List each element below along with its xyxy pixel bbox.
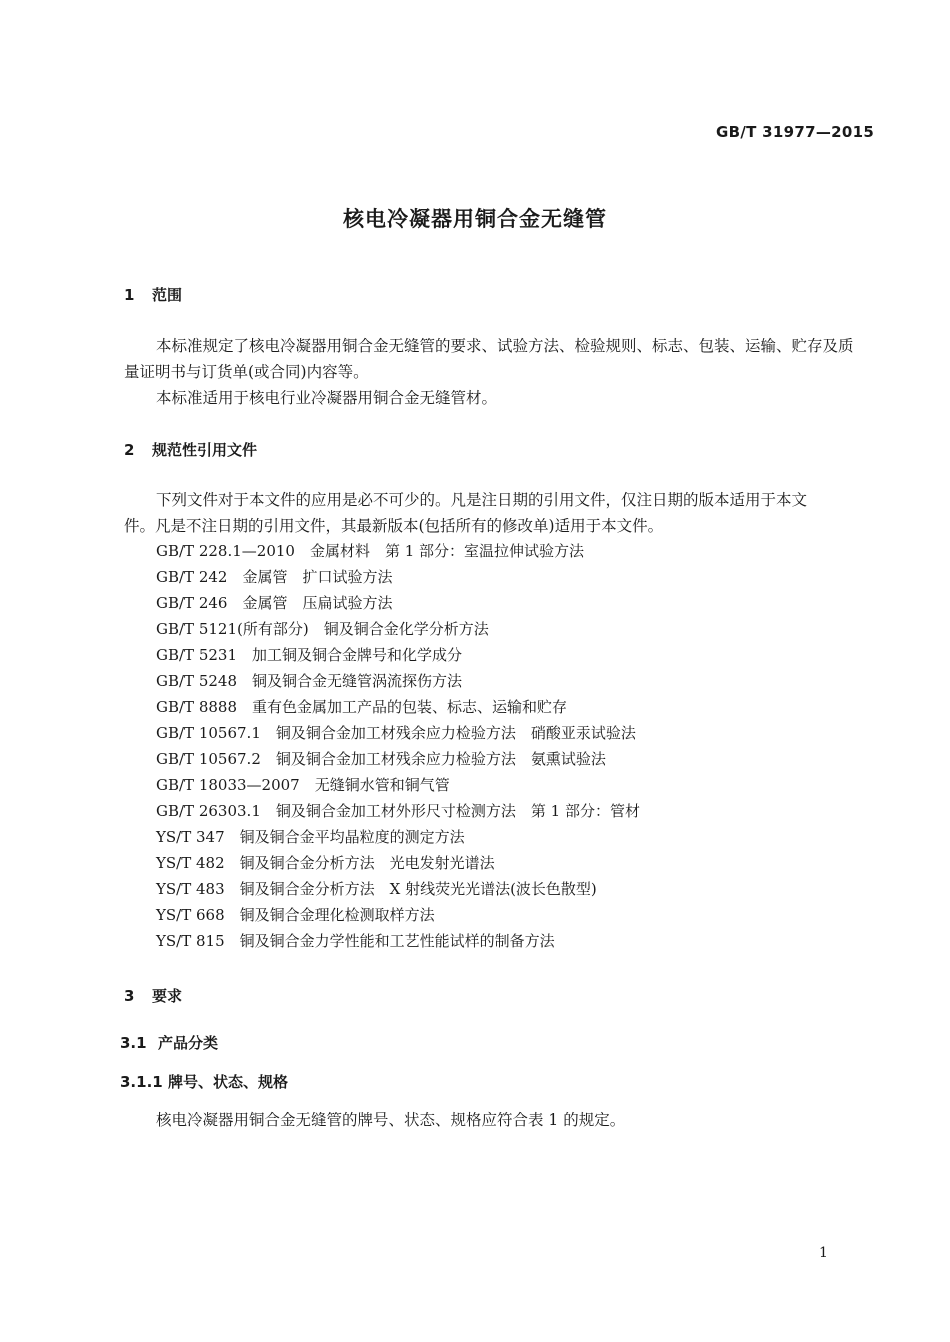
reference-item: GB/T 18033—2007 无缝铜水管和铜气管	[156, 776, 450, 794]
section-2-intro-line-2: 件。凡是不注日期的引用文件，其最新版本(包括所有的修改单)适用于本文件。	[124, 517, 664, 535]
reference-item: YS/T 815 铜及铜合金力学性能和工艺性能试样的制备方法	[156, 932, 555, 950]
reference-item: GB/T 8888 重有色金属加工产品的包装、标志、运输和贮存	[156, 698, 568, 716]
section-1-heading	[124, 284, 182, 305]
subsection-3-1-title: 产品分类	[158, 1034, 219, 1052]
reference-item: GB/T 246 金属管 压扁试验方法	[156, 594, 393, 612]
section-2-intro-line-1: 下列文件对于本文件的应用是必不可少的。凡是注日期的引用文件，仅注日期的版本适用于本文	[156, 491, 808, 509]
section-1-paragraph-1-line-1: 本标准规定了核电冷凝器用铜合金无缝管的要求、试验方法、检验规则、标志、包装、运输、贮存及质	[156, 337, 854, 355]
reference-item: GB/T 5121(所有部分) 铜及铜合金化学分析方法	[156, 620, 489, 638]
reference-item: GB/T 26303.1 铜及铜合金加工材外形尺寸检测方法 第 1 部分：管材	[156, 802, 640, 820]
reference-item: YS/T 483 铜及铜合金分析方法 X 射线荧光光谱法(波长色散型)	[156, 880, 597, 898]
subsection-3-1-number: 3.1	[120, 1034, 147, 1052]
section-1-number: 1	[124, 286, 135, 304]
section-1-paragraph-1-line-2: 量证明书与订货单(或合同)内容等。	[124, 363, 369, 381]
reference-item: YS/T 347 铜及铜合金平均晶粒度的测定方法	[156, 828, 465, 846]
document-title: 核电冷凝器用铜合金无缝管	[343, 207, 607, 231]
section-1-title: 范围	[152, 286, 183, 304]
subsection-3-1-1-heading	[120, 1071, 288, 1092]
reference-item: GB/T 10567.1 铜及铜合金加工材残余应力检验方法 硝酸亚汞试验法	[156, 724, 636, 742]
reference-item: GB/T 5231 加工铜及铜合金牌号和化学成分	[156, 646, 463, 664]
reference-item: YS/T 668 铜及铜合金理化检测取样方法	[156, 906, 435, 924]
subsection-3-1-heading	[120, 1032, 218, 1053]
reference-item: YS/T 482 铜及铜合金分析方法 光电发射光谱法	[156, 854, 495, 872]
section-1-paragraph-1	[124, 333, 854, 385]
subsection-3-1-1-number: 3.1.1	[120, 1073, 163, 1091]
section-3-title: 要求	[152, 987, 183, 1005]
subsection-3-1-1-title: 牌号、状态、规格	[168, 1073, 289, 1091]
section-2-number: 2	[124, 441, 135, 459]
reference-item: GB/T 242 金属管 扩口试验方法	[156, 568, 393, 586]
section-2-heading	[124, 439, 257, 460]
reference-item: GB/T 5248 铜及铜合金无缝管涡流探伤方法	[156, 672, 463, 690]
section-3-number: 3	[124, 987, 135, 1005]
section-2-intro	[124, 487, 807, 539]
section-1-paragraph-2: 本标准适用于核电行业冷凝器用铜合金无缝管材。	[156, 389, 498, 407]
page-number: 1	[819, 1245, 828, 1261]
reference-item: GB/T 228.1—2010 金属材料 第 1 部分：室温拉伸试验方法	[156, 542, 585, 560]
standard-number: GB/T 31977—2015	[716, 123, 875, 141]
subsection-3-1-1-text: 核电冷凝器用铜合金无缝管的牌号、状态、规格应符合表 1 的规定。	[156, 1111, 626, 1129]
section-2-title: 规范性引用文件	[152, 441, 258, 459]
section-3-heading	[124, 985, 182, 1006]
reference-item: GB/T 10567.2 铜及铜合金加工材残余应力检验方法 氨熏试验法	[156, 750, 606, 768]
